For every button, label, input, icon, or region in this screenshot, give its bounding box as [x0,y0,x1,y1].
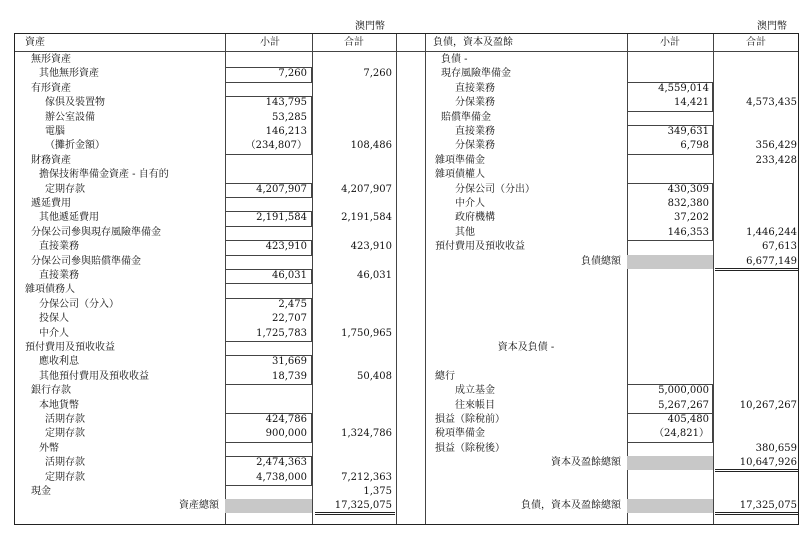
subtotal-value: 22,707 [272,313,307,325]
subtotal-value: 31,669 [272,356,307,368]
row-label: 辦公室設備 [45,111,95,123]
row-label: 直接業務 [455,82,495,94]
row-label: 其他預付費用及預收收益 [39,370,149,382]
row-label: 無形資產 [31,54,71,65]
col-divider [396,34,397,524]
subtotal-value: 405,480 [667,414,709,425]
total-value: 7,260 [363,68,392,80]
row-label: 財務資產 [31,154,71,166]
row-label: 直接業務 [39,241,79,253]
subtotal-group-box [225,269,312,284]
row-label: 雜項債務人 [25,284,75,296]
row-label: 其他無形資產 [39,68,99,80]
subtotal-value: 6,798 [680,140,709,152]
subtotal-group-box [225,240,312,255]
total-shade [627,255,713,269]
row-label: 負債 - [441,54,468,65]
subtotal-value: 900,000 [265,428,307,440]
subtotal-value: 7,260 [278,68,307,80]
header-total-right: 合計 [746,37,766,48]
subtotal-value: 146,353 [667,226,709,238]
subtotal-value: 37,202 [674,212,709,224]
subtotal-value: 2,474,363 [256,457,307,469]
row-label: 定期存款 [45,471,85,483]
row-label: 應收利息 [39,356,79,368]
subtotal-group-box [627,82,713,112]
total-value: 2,191,584 [341,212,392,224]
row-label: 稅項準備金 [435,428,485,440]
total-value: 380,659 [755,442,797,454]
double-underline [715,268,799,271]
grand-total-label: 負債，資本及盈餘總額 [521,500,621,512]
subtotal-value: 14,421 [674,97,709,109]
subtotal-value: 1,725,783 [256,327,307,339]
subtotal-value: 4,559,014 [658,82,709,94]
row-label: 雜項準備金 [435,154,485,166]
row-label: 其他 [455,226,475,238]
subtotal-value: （24,821） [654,428,709,440]
subtotal-group-box [225,96,312,155]
row-label: （攤折金額） [45,140,105,152]
assets-total-label: 資產總額 [179,500,219,512]
total-value: 1,750,965 [341,327,392,339]
subtotal-value: 4,738,000 [256,471,307,483]
row-label: 成立基金 [455,385,495,397]
row-label: 預付費用及預收收益 [25,342,115,353]
header-liabilities: 負債，資本及盈餘 [433,37,513,48]
double-underline [315,512,395,515]
subtotal-group-box [627,183,713,242]
total-value: 46,031 [357,270,392,281]
row-label: 遞延費用 [31,198,71,209]
row-label: 本地貨幣 [39,399,79,411]
liabilities-total-label: 負債總額 [581,255,621,267]
row-label: 分保公司（分入） [39,298,119,310]
row-label: 活期存款 [45,414,85,425]
header-total-left: 合計 [344,37,364,48]
subtotal-group-box [225,456,312,486]
total-value: 50,408 [357,370,392,382]
col-divider [425,34,426,524]
header-subtotal-right: 小計 [660,37,680,48]
row-label: 其他遞延費用 [39,212,99,224]
double-underline [715,512,799,515]
subtotal-value: 18,739 [272,370,307,382]
total-value: 1,324,786 [341,428,392,440]
row-label: 投保人 [39,313,69,325]
row-label: 定期存款 [45,428,85,440]
subtotal-value: 53,285 [272,111,307,123]
row-label: 擔保技術準備金資產 - 自有的 [39,169,169,181]
subtotal-group-box [225,413,312,443]
header-assets: 資產 [25,37,45,48]
row-label: 直接業務 [455,126,495,137]
subtotal-value: 5,267,267 [658,399,709,411]
row-label: 中介人 [455,198,485,209]
total-value: 233,428 [755,154,797,166]
row-label: 分保公司參與賠償準備金 [31,255,141,267]
assets-total-value: 17,325,075 [334,500,392,512]
total-shade [627,456,713,470]
header-subtotal-left: 小計 [260,37,280,48]
subtotal-group-box [225,211,312,226]
total-value: 1,375 [363,486,392,497]
subtotal-value: 5,000,000 [658,385,709,397]
total-value: 67,613 [762,241,797,253]
row-label: 外幣 [39,442,59,454]
total-value: 10,267,267 [739,399,797,411]
col-divider [713,34,714,524]
balance-sheet-table [14,33,799,525]
subtotal-group-box [627,384,713,414]
grand-total-value: 17,325,075 [739,500,797,512]
col-divider [312,34,313,524]
double-underline [715,469,799,472]
row-label: 分保公司參與現存風險準備金 [31,226,161,238]
row-label: 現金 [31,486,51,497]
row-label: 往來帳目 [455,399,495,411]
row-label: 預付費用及預收收益 [435,241,525,253]
row-label: 現存風險準備金 [441,68,511,80]
subtotal-group-box [225,183,312,198]
subtotal-value: 4,207,907 [256,183,307,195]
subtotal-group-box [627,413,713,443]
row-label: 電腦 [45,126,65,137]
subtotal-value: 349,631 [667,126,709,137]
capital-total-label: 資本及盈餘總額 [551,457,621,469]
currency-label-left: 澳門幣 [355,21,385,32]
total-value: 7,212,363 [341,471,392,483]
subtotal-value: 146,213 [265,126,307,137]
header-divider [15,51,798,52]
capital-heading: 資本及負債 - [497,342,555,353]
subtotal-group-box [225,298,312,342]
subtotal-value: 832,380 [667,198,709,209]
row-label: 賠償準備金 [441,111,491,123]
subtotal-value: 2,191,584 [256,212,307,224]
total-value: 4,573,435 [746,97,797,109]
row-label: 直接業務 [39,270,79,281]
subtotal-value: （234,807） [245,140,307,152]
total-value: 423,910 [350,241,392,253]
total-value: 1,446,244 [746,226,797,238]
row-label: 分保公司（分出） [455,183,535,195]
subtotal-group-box [225,67,312,82]
row-label: 總行 [435,370,455,382]
subtotal-value: 2,475 [278,298,307,310]
row-label: 政府機構 [455,212,495,224]
row-label: 中介人 [39,327,69,339]
row-label: 銀行存款 [31,385,71,397]
total-shade [627,499,713,513]
row-label: 定期存款 [45,183,85,195]
total-value: 356,429 [755,140,797,152]
row-label: 損益（除稅前） [435,414,505,425]
subtotal-value: 424,786 [265,414,307,425]
row-label: 分保業務 [455,97,495,109]
total-value: 4,207,907 [341,183,392,195]
liabilities-total-value: 6,677,149 [746,255,797,267]
currency-label-right: 澳門幣 [757,21,787,32]
row-label: 活期存款 [45,457,85,469]
total-value: 108,486 [350,140,392,152]
row-label: 傢俱及裝置物 [45,97,105,109]
subtotal-group-box [627,125,713,155]
capital-total-value: 10,647,926 [739,457,797,469]
row-label: 雜項債權人 [435,169,485,181]
subtotal-value: 143,795 [265,97,307,109]
subtotal-value: 46,031 [272,270,307,281]
row-label: 分保業務 [455,140,495,152]
subtotal-value: 423,910 [265,241,307,253]
subtotal-value: 430,309 [667,183,709,195]
row-label: 損益（除稅後） [435,442,505,454]
total-shade [225,499,312,513]
subtotal-group-box [225,355,312,385]
row-label: 有形資產 [31,82,71,94]
